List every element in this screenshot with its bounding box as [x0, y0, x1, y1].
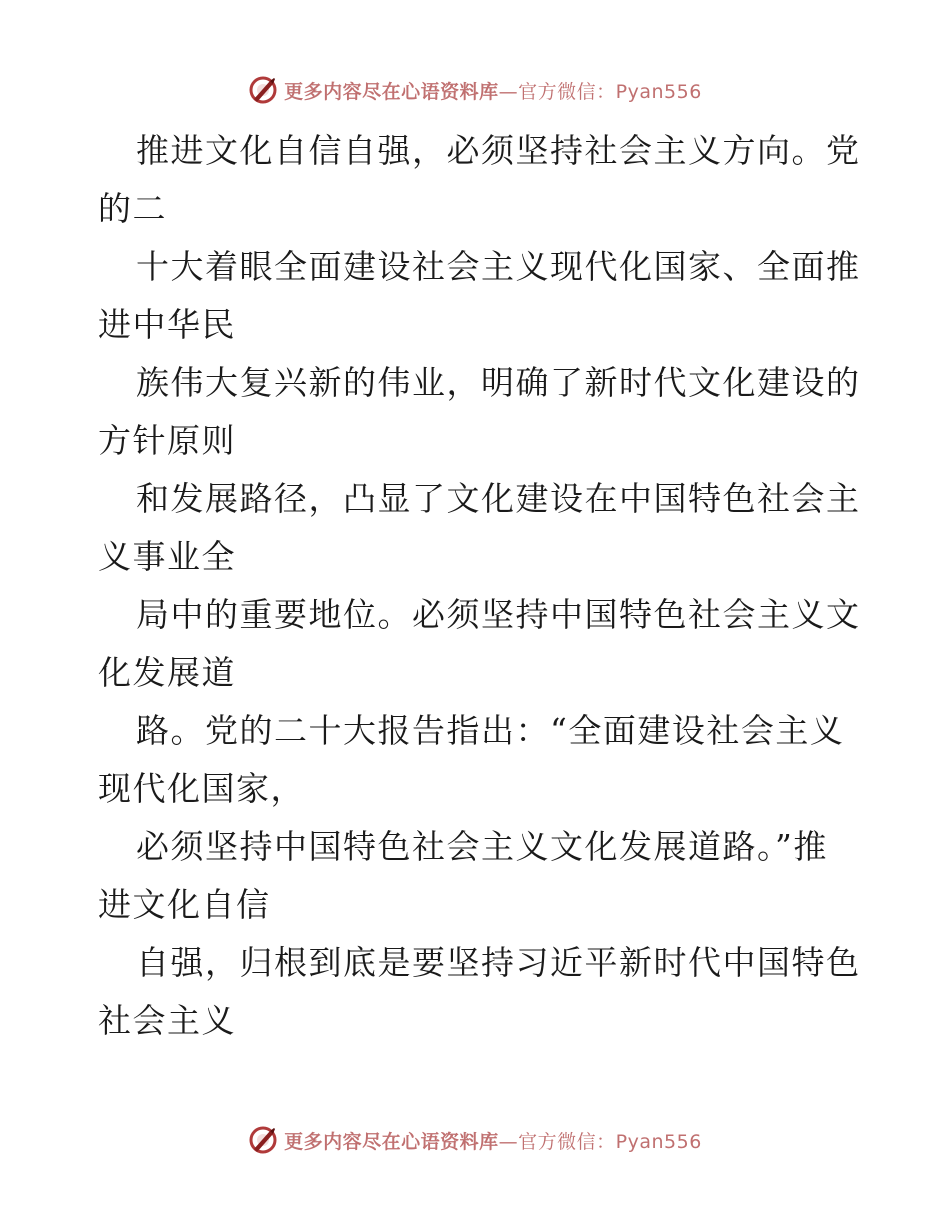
text-line: 方针原则 — [98, 421, 236, 460]
document-body — [98, 122, 861, 1050]
footer-watermark-main: 更多内容尽在心语资料库 — [284, 1130, 499, 1153]
text-line: 现代化国家， — [98, 769, 305, 808]
header-watermark-wechat: —官方微信：Pyan556 — [498, 80, 702, 103]
text-line: 化发展道 — [98, 653, 236, 692]
pen-logo-icon — [248, 1125, 278, 1155]
header-watermark-text — [284, 77, 702, 104]
footer-watermark-text — [284, 1127, 702, 1154]
header-watermark — [0, 70, 950, 110]
text-line: 社会主义 — [98, 1001, 236, 1040]
text-line: 推进文化自信自强，必须坚持社会主义方向。党 — [136, 131, 861, 170]
text-line: 和发展路径，凸显了文化建设在中国特色社会主 — [136, 479, 861, 518]
text-line: 必须坚持中国特色社会主义文化发展道路。”推 — [136, 827, 828, 866]
header-watermark-main: 更多内容尽在心语资料库 — [284, 80, 499, 103]
footer-watermark-wechat: —官方微信：Pyan556 — [498, 1130, 702, 1153]
text-line: 进中华民 — [98, 305, 236, 344]
text-line: 十大着眼全面建设社会主义现代化国家、全面推 — [136, 247, 861, 286]
text-line: 的二 — [98, 189, 167, 228]
pen-logo-icon — [248, 75, 278, 105]
text-line: 进文化自信 — [98, 885, 271, 924]
text-line: 路。党的二十大报告指出：“全面建设社会主义 — [136, 711, 845, 750]
text-line: 自强，归根到底是要坚持习近平新时代中国特色 — [136, 943, 861, 982]
text-line: 义事业全 — [98, 537, 236, 576]
footer-watermark — [0, 1120, 950, 1160]
text-line: 族伟大复兴新的伟业，明确了新时代文化建设的 — [136, 363, 861, 402]
text-line: 局中的重要地位。必须坚持中国特色社会主义文 — [136, 595, 861, 634]
